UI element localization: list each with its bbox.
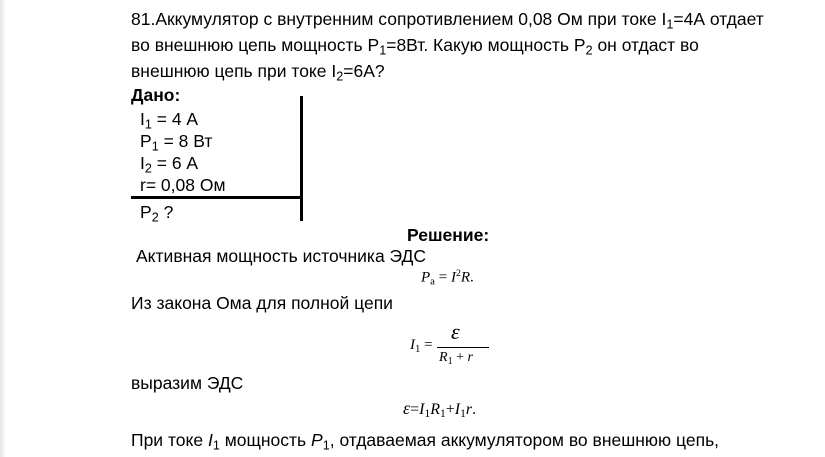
symbol: P	[311, 430, 323, 450]
ohm-law-text: Из закона Ома для полной цепи	[131, 293, 393, 313]
subscript: 1	[212, 438, 220, 453]
formula-ohm-lhs	[410, 337, 433, 355]
problem-line-3	[131, 61, 385, 84]
page-edge-shadow	[0, 0, 6, 457]
given-i1	[140, 109, 198, 132]
symbol: R	[439, 350, 448, 365]
given-i2	[140, 153, 198, 176]
punctuation: .	[469, 269, 474, 286]
operator: =	[420, 337, 433, 353]
symbol: P	[421, 269, 431, 286]
given-divider-line	[300, 96, 303, 221]
subscript: 1	[151, 139, 159, 154]
symbol: I	[140, 109, 145, 129]
value: = 6 А	[151, 153, 199, 173]
problem-text: внешнюю цепь при токе I	[131, 61, 337, 81]
symbol: I	[450, 269, 456, 286]
subscript: 1	[322, 438, 330, 453]
superscript: 2	[455, 268, 461, 279]
subscript: 1	[447, 355, 453, 367]
final-line	[131, 430, 719, 453]
operator: +	[445, 401, 455, 418]
punctuation: .	[472, 401, 477, 418]
formula-ohm-numerator: ε	[451, 319, 460, 344]
problem-text: =6А?	[343, 61, 385, 81]
subscript: 1	[424, 408, 431, 421]
symbol: r	[465, 401, 473, 418]
text: , отдаваемая аккумулятором во внешнюю цепь,	[329, 430, 720, 450]
subscript: a	[430, 275, 435, 288]
symbol: I	[419, 401, 425, 418]
subscript: 2	[151, 210, 159, 225]
formula-emf	[403, 398, 476, 420]
symbol: r	[467, 350, 473, 365]
subscript: 2	[336, 69, 344, 84]
symbol: I	[207, 430, 213, 450]
problem-text: он отдаст во	[592, 35, 699, 55]
subscript: 2	[585, 43, 593, 58]
subscript: 2	[144, 161, 152, 176]
given-separator-line	[131, 196, 302, 199]
subscript: 1	[460, 408, 466, 421]
subscript: 1	[440, 408, 446, 421]
subscript: 1	[415, 343, 421, 356]
active-power-text: Активная мощность источника ЭДС	[136, 246, 427, 266]
symbol: I	[410, 337, 415, 353]
given-title: Дано:	[131, 85, 181, 105]
subscript: 1	[666, 17, 674, 32]
problem-text: =4А отдает	[673, 9, 764, 29]
given-p1	[140, 131, 212, 154]
symbol: I	[454, 401, 461, 418]
operator: +	[452, 350, 468, 365]
problem-line-1	[131, 9, 764, 32]
problem-text: =8Вт. Какую мощность P	[386, 35, 586, 55]
problem-text: во внешнюю цепь мощность P	[131, 35, 380, 55]
problem-line-2	[131, 35, 699, 58]
symbol: P	[140, 131, 152, 151]
operator: =	[410, 401, 420, 418]
text: мощность	[219, 430, 312, 450]
subscript: 1	[379, 43, 387, 58]
subscript: 1	[144, 117, 152, 132]
symbol: R	[430, 401, 440, 418]
given-r: r= 0,08 Ом	[140, 175, 226, 195]
operator: =	[434, 269, 451, 286]
find-p2	[140, 202, 173, 225]
value: ?	[158, 202, 174, 222]
fraction-bar	[437, 347, 489, 348]
problem-text: 81.Аккумулятор с внутренним сопротивлением 0,08 Ом при токе I	[131, 9, 667, 29]
formula-ohm-denominator	[439, 350, 473, 367]
express-emf-text: выразим ЭДС	[131, 373, 244, 393]
symbol: P	[140, 202, 152, 222]
formula-active-power	[421, 268, 474, 287]
symbol: R	[460, 269, 470, 286]
text: При токе	[131, 430, 208, 450]
symbol: I	[140, 153, 145, 173]
symbol: ε	[403, 398, 411, 418]
value: = 8 Вт	[158, 131, 213, 151]
value: = 4 А	[151, 109, 199, 129]
solution-title: Решение:	[407, 225, 490, 245]
